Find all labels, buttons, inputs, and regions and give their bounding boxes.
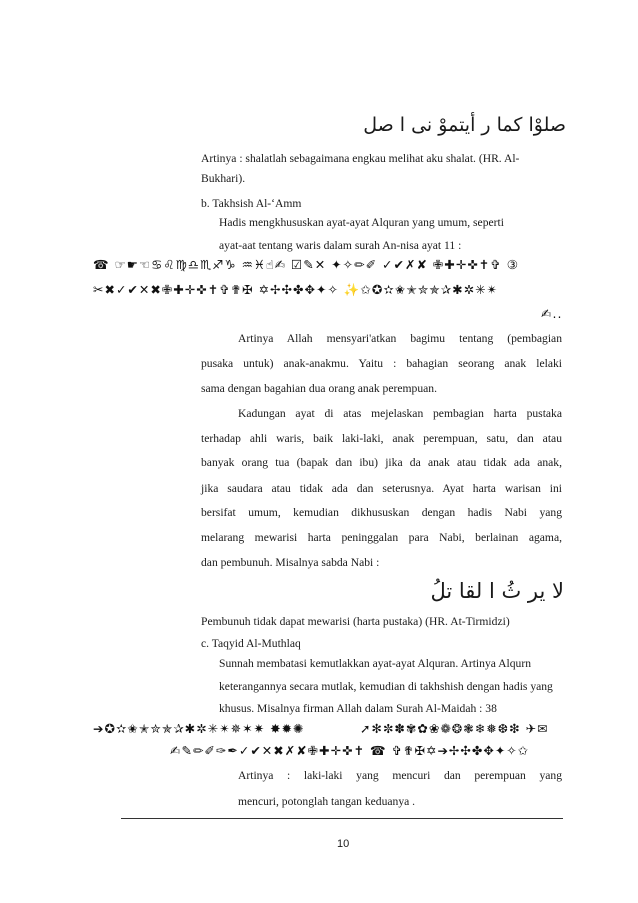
para-3-line-1: Kadungan ayat di atas mejelaskan pembagian harta pustaka	[238, 407, 562, 420]
unrendered-arabic-glyphs-3: ✍..	[541, 306, 563, 321]
unrendered-arabic-glyphs-4a: ➔✪✫✬✭✮✯✰✱✲✳✴✵✶✷ ✸✹✺	[93, 721, 305, 736]
para-3-line-4: jika saudara atau tidak ada dan seterusnya. Ayat harta warisan ini	[201, 482, 562, 495]
unrendered-arabic-glyphs-4b: ➚✻✼✽✾✿❀❁❂❃❄❅❆❇ ✈✉	[360, 721, 549, 736]
para-3-line-5: bersifat umum, kemudian dikhususkan dengan hadis Nabi yang	[201, 506, 562, 519]
item-c-line-2: keterangannya secara mutlak, kemudian di takhshish dengan hadis yang	[219, 680, 553, 693]
item-c-title: c. Taqyid Al-Muthlaq	[201, 637, 301, 650]
para-3-line-6: melarang mewarisi harta peninggalan para Nabi, berlainan agama,	[201, 531, 562, 544]
item-b-line-2: ayat-aat tentang waris dalam surah An-nisa ayat 11 :	[219, 239, 462, 252]
arabic-text-1: صلوْا كما ر أيتموْ نى ا صل	[363, 114, 566, 136]
translation-line-cont: Bukhari).	[201, 172, 246, 185]
para-3-line-2: terhadap ahli waris, baik laki-laki, anak perempuan, satu, dan atau	[201, 432, 562, 445]
footer-rule	[121, 818, 563, 819]
final-line-1: Artinya : laki-laki yang mencuri dan perempuan yang	[238, 769, 562, 782]
item-c-line-1: Sunnah membatasi kemutlakkan ayat-ayat Alquran. Artinya Alqurn	[219, 657, 531, 670]
final-line-2: mencuri, potonglah tangan keduanya .	[238, 795, 416, 808]
unrendered-arabic-glyphs-2: ✂✖✓✔✕✖✙✚✛✜✝✞✟✠ ✡✢✣✤✥✦✧ ✨✩✪✫✬✭✮✯✰✱✲✳✴	[93, 282, 499, 297]
para-2-line-2: pusaka untuk) anak-anakmu. Yaitu : bahagian seorang anak lelaki	[201, 357, 562, 370]
item-b-title: b. Takhsish Al-‘Amm	[201, 197, 302, 210]
translation-line: Artinya : shalatlah sebagaimana engkau melihat aku shalat. (HR. Al-	[201, 152, 520, 165]
unrendered-arabic-glyphs-5: ✍✎✏✐✑✒✓✔✕✖✗✘✙✚✛✜✝ ☎ ✞✟✠✡➔✢✣✤✥✦✧✩	[170, 743, 530, 758]
arabic-text-2: لا ير ثُ ا لقا تلُ	[430, 579, 564, 603]
item-b-line-1: Hadis mengkhususkan ayat-ayat Alquran yang umum, seperti	[219, 216, 504, 229]
para-2-line-1: Artinya Allah mensyari'atkan bagimu tentang (pembagian	[238, 332, 562, 345]
page-number: 10	[337, 838, 350, 850]
hadith-translation: Pembunuh tidak dapat mewarisi (harta pustaka) (HR. At-Tirmidzi)	[201, 615, 510, 628]
para-2-line-3: sama dengan bagahian dua orang anak perempuan.	[201, 382, 437, 395]
para-3-line-3: banyak orang tua (bapak dan ibu) jika da anak atau tidak ada anak,	[201, 456, 562, 469]
para-3-line-7: dan pembunuh. Misalnya sabda Nabi :	[201, 556, 380, 569]
item-c-line-3: khusus. Misalnya firman Allah dalam Surah Al-Maidah : 38	[219, 702, 497, 715]
unrendered-arabic-glyphs-1: ☎ ☞☛☜♋♌♍♎♏♐♑ ♒♓☝✍ ☑✎✕ ✦✧✏✐ ✓✔✗✘ ✙✚✛✜✝✞ ③	[93, 257, 519, 272]
